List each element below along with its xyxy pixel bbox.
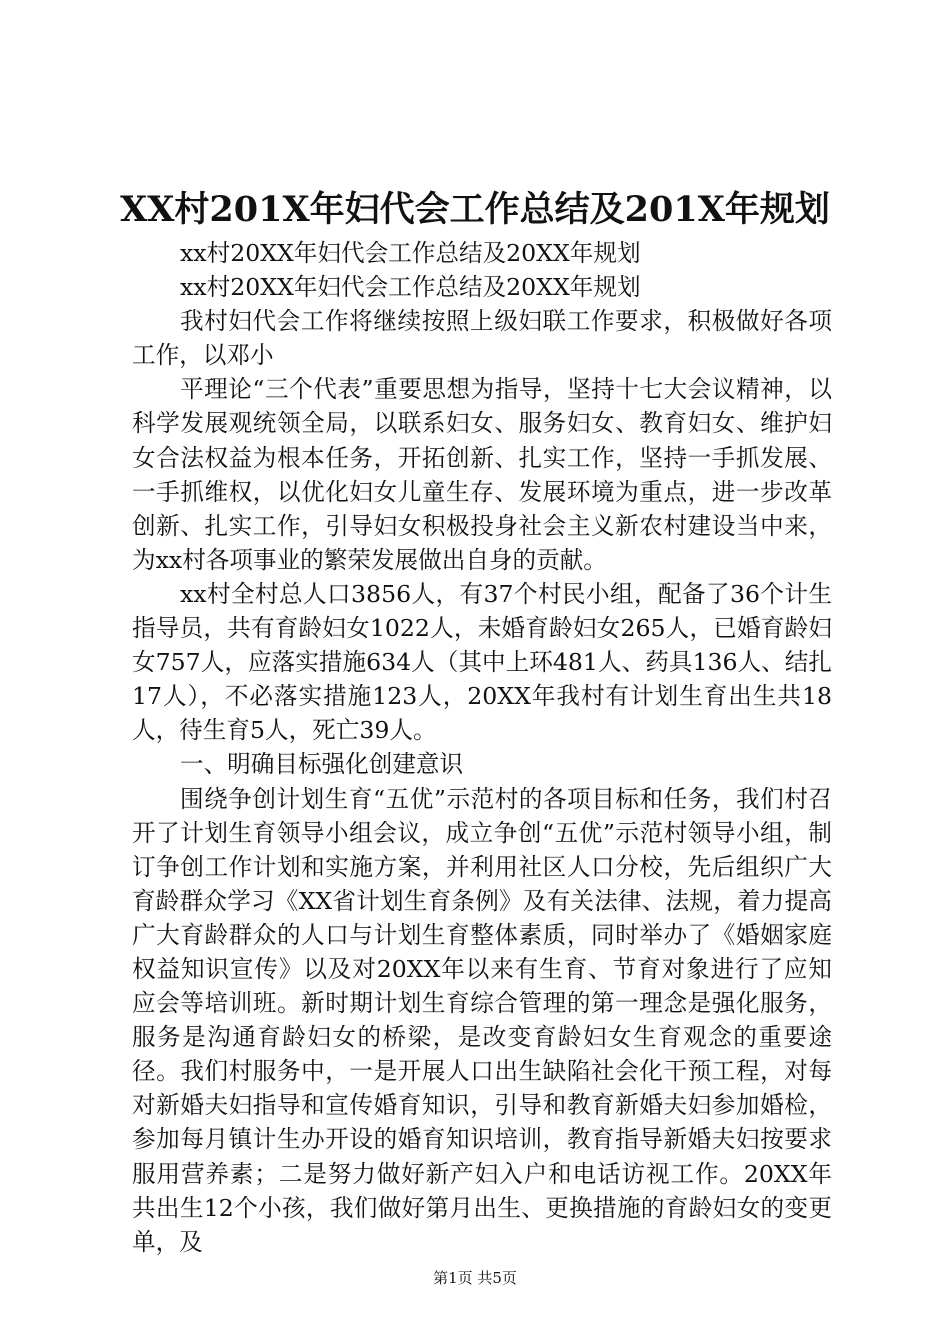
body-paragraph: xx村20XX年妇代会工作总结及20XX年规划 xyxy=(180,273,641,302)
body-paragraph: 平理论“三个代表”重要思想为指导，坚持十七大会议精神，以科学发展观统领全局，以联系妇女、服务妇女、教育妇女、维护妇女合法权益为根本任务，开拓创新、扎实工作，坚持一手抓发展、一手抓维权，以优化妇女儿童生存、发展环境为重点，进一步改革创新、扎实工作，引导妇女积极投身社会主义新农村建设当中来，为xx村各项事业的繁荣发展做出自身的贡献。 xyxy=(132,375,832,574)
body-paragraph: 围绕争创计划生育“五优”示范村的各项目标和任务，我们村召开了计划生育领导小组会议，成立争创“五优”示范村领导小组，制订争创工作计划和实施方案，并利用社区人口分校，先后组织广大育龄群众学习《XX省计划生育条例》及有关法律、法规，着力提高广大育龄群众的人口与计划生育整体素质，同时举办了《婚姻家庭权益知识宣传》以及对20XX年以来有生育、节育对象进行了应知应会等培训班。新时期计划生育综合管理的第一理念是强化服务，服务是沟通育龄妇女的桥梁，是改变育龄妇女生育观念的重要途径。我们村服务中，一是开展人口出生缺陷社会化干预工程，对每对新婚夫妇指导和宣传婚育知识，引导和教育新婚夫妇参加婚检，参加每月镇计生办开设的婚育知识培训，教育指导新婚夫妇按要求服用营养素；二是努力做好新产妇入户和电话访视工作。20XX年共出生12个小孩，我们做好第月出生、更换措施的育龄妇女的变更单，及 xyxy=(132,784,832,1256)
body-paragraph: xx村全村总人口3856人，有37个村民小组，配备了36个计生指导员，共有育龄妇女1022人，未婚育龄妇女265人，已婚育龄妇女757人，应落实措施634人（其中上环481人、药具136人、结扎17人），不必落实措施123人，20XX年我村有计划生育出生共18人，待生育5人，死亡39人。 xyxy=(132,579,832,745)
body-paragraph: xx村20XX年妇代会工作总结及20XX年规划 xyxy=(180,239,641,267)
section-heading: 一、明确目标强化创建意识 xyxy=(180,750,464,779)
page-number-footer: 第1页 共5页 xyxy=(433,1269,517,1287)
body-paragraph: 我村妇代会工作将继续按照上级妇联工作要求，积极做好各项工作，以邓小 xyxy=(132,307,832,370)
document-body xyxy=(132,236,832,1259)
document-title: XX村201X年妇代会工作总结及201X年规划 xyxy=(120,189,830,230)
